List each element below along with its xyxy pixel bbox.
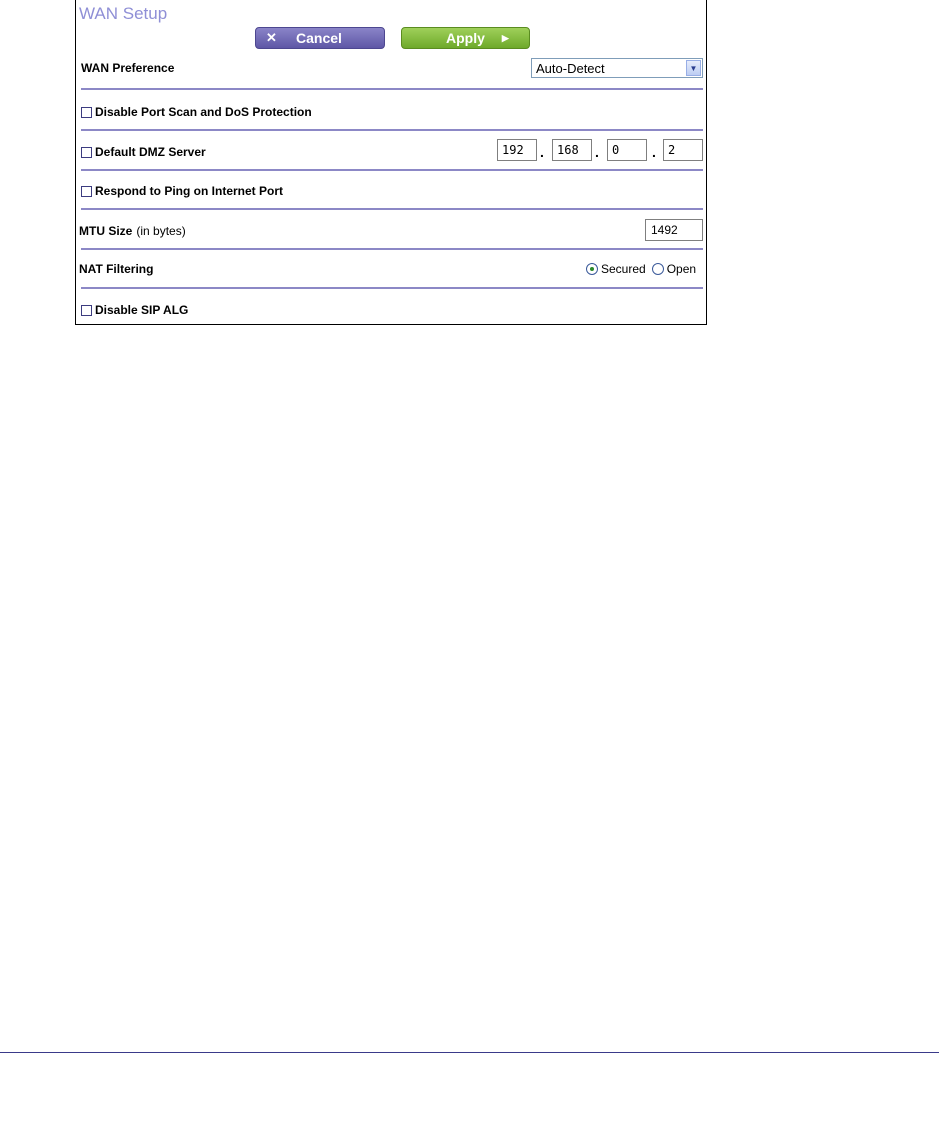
apply-button[interactable] [401, 27, 530, 49]
page-footer-rule [0, 1052, 939, 1053]
dmz-ip-octet-1[interactable] [497, 139, 537, 161]
mtu-value: 1492 [651, 223, 678, 237]
respond-ping-row [81, 184, 703, 198]
disable-port-scan-checkbox[interactable] [81, 107, 92, 118]
separator [81, 208, 703, 210]
dmz-ip-octet-1-value: 192 [502, 143, 524, 157]
dmz-ip-octet-3-value: 0 [612, 143, 620, 157]
separator [81, 287, 703, 289]
apply-button-label: Apply [446, 30, 485, 46]
nat-label: NAT Filtering [79, 262, 154, 276]
respond-ping-label: Respond to Ping on Internet Port [95, 184, 283, 198]
disable-port-scan-label: Disable Port Scan and DoS Protection [95, 105, 312, 119]
wan-preference-value: Auto-Detect [536, 60, 605, 76]
dmz-checkbox[interactable] [81, 147, 92, 158]
mtu-input[interactable] [645, 219, 703, 241]
nat-secured-label: Secured [601, 262, 646, 276]
sip-alg-checkbox[interactable] [81, 305, 92, 316]
mtu-row [79, 224, 701, 238]
mtu-label: MTU Size [79, 224, 133, 238]
close-icon: ✕ [266, 30, 277, 45]
separator [81, 169, 703, 171]
ip-dot: . [595, 144, 599, 160]
dmz-ip-octet-3[interactable] [607, 139, 647, 161]
nat-open-radio[interactable] [652, 263, 664, 275]
mtu-unit-label: (in bytes) [136, 224, 186, 238]
play-arrow-icon: ▶ [501, 32, 509, 43]
wan-preference-label: WAN Preference [81, 61, 175, 75]
separator [81, 248, 703, 250]
cancel-button[interactable] [255, 27, 385, 49]
nat-radio-group [586, 262, 696, 276]
nat-secured-radio[interactable] [586, 263, 598, 275]
ip-dot: . [652, 144, 656, 160]
dmz-ip-octet-4-value: 2 [668, 143, 676, 157]
dmz-ip-octet-2[interactable] [552, 139, 592, 161]
cancel-button-label: Cancel [296, 30, 342, 46]
disable-port-scan-row [81, 105, 703, 119]
respond-ping-checkbox[interactable] [81, 186, 92, 197]
dmz-ip-octet-4[interactable] [663, 139, 703, 161]
separator [81, 88, 703, 90]
chevron-down-icon[interactable]: ▼ [686, 60, 701, 76]
nat-open-label: Open [666, 262, 697, 276]
sip-alg-label: Disable SIP ALG [95, 303, 189, 317]
dmz-label: Default DMZ Server [95, 145, 206, 159]
panel-title: WAN Setup [79, 4, 168, 23]
wan-setup-panel [75, 0, 707, 325]
dmz-ip-octet-2-value: 168 [557, 143, 579, 157]
sip-alg-row [81, 303, 703, 317]
separator [81, 129, 703, 131]
ip-dot: . [540, 144, 544, 160]
wan-preference-select[interactable] [531, 58, 703, 78]
